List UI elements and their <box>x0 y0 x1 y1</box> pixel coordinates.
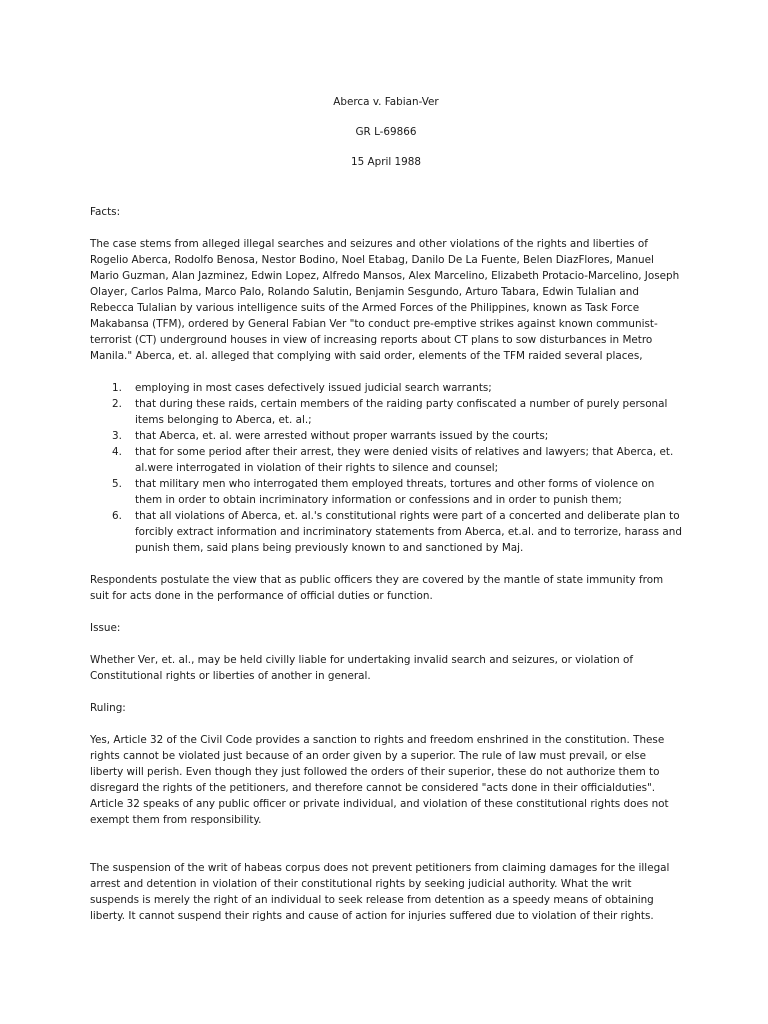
list-item-number: 3. <box>112 430 122 442</box>
facts-heading: Facts: <box>90 206 121 218</box>
ruling-paragraph-1: Yes, Article 32 of the Civil Code provides a sanction to rights and freedom enshrined in the constitution. These rights cannot be violated just because of an order given by a superior. The rule of law must prevail, or else liberty will perish. Even though they just followed the orders of their superior, these do not authorize them to disregard the rights of the petitioners, and therefore cannot be considered "acts done in their officialduties". Article 32 speaks of any public officer or private individual, and violation of these constitutional rights does not exempt them from responsibility. <box>90 734 669 826</box>
issue-heading: Issue: <box>90 622 121 634</box>
issue-paragraph: Whether Ver, et. al., may be held civilly liable for undertaking invalid search and seizures, or violation of Constitutional rights or liberties of another in general. <box>90 654 634 682</box>
list-item-number: 5. <box>112 478 122 490</box>
list-item <box>90 396 682 428</box>
list-item-text: that all violations of Aberca, et. al.'s constitutional rights were part of a concerted and deliberate plan to forcibly extract information and incriminatory statements from Aberca, et.al. and to terrorize, harass and punish them, said plans being previously known to and sanctioned by Maj. <box>135 510 682 554</box>
list-item-text: employing in most cases defectively issued judicial search warrants; <box>135 382 492 394</box>
list-item-number: 6. <box>112 510 122 522</box>
list-item-text: that military men who interrogated them employed threats, tortures and other forms of violence on them in order to obtain incriminatory information or confessions and in order to punish them; <box>135 478 655 506</box>
list-item-text: that Aberca, et. al. were arrested without proper warrants issued by the courts; <box>135 430 549 442</box>
list-item <box>90 508 682 556</box>
list-item <box>90 444 682 476</box>
list-item-text: that during these raids, certain members of the raiding party confiscated a number of purely personal items belonging to Aberca, et. al.; <box>135 398 668 426</box>
case-gr-number: GR L-69866 <box>355 126 417 138</box>
ruling-paragraph-2: The suspension of the writ of habeas corpus does not prevent petitioners from claiming damages for the illegal arrest and detention in violation of their constitutional rights by seeking judicial authority. What the writ suspends is merely the right of an individual to seek release from detention as a speedy means of obtaining liberty. It cannot suspend their rights and cause of action for injuries suffered due to violation of their rights. <box>90 862 670 922</box>
case-date: 15 April 1988 <box>350 156 422 168</box>
list-item-text: that for some period after their arrest, they were denied visits of relatives and lawyers; that Aberca, et. al.were interrogated in violation of their rights to silence and counsel; <box>135 446 674 474</box>
document-page <box>90 94 682 940</box>
respondents-paragraph: Respondents postulate the view that as public officers they are covered by the mantle of state immunity from suit for acts done in the performance of official duties or function. <box>90 574 664 602</box>
ruling-heading: Ruling: <box>90 702 126 714</box>
facts-numbered-list <box>90 380 682 556</box>
list-item-number: 1. <box>112 382 122 394</box>
list-item <box>90 380 682 396</box>
facts-intro-paragraph: The case stems from alleged illegal searches and seizures and other violations of the rights and liberties of Rogelio Aberca, Rodolfo Benosa, Nestor Bodino, Noel Etabag, Danilo De La Fuente, Belen DiazFlores, Manuel Mario Guzman, Alan Jazminez, Edwin Lopez, Alfredo Mansos, Alex Marcelino, Elizabeth Protacio-Marcelino, Joseph Olayer, Carlos Palma, Marco Palo, Rolando Salutin, Benjamin Sesgundo, Arturo Tabara, Edwin Tulalian and Rebecca Tulalian by various intelligence suits of the Armed Forces of the Philippines, known as Task Force Makabansa (TFM), ordered by General Fabian Ver "to conduct pre-emptive strikes against known communist-terrorist (CT) underground houses in view of increasing reports about CT plans to sow disturbances in Metro Manila." Aberca, et. al. alleged that complying with said order, elements of the TFM raided several places, <box>90 238 680 362</box>
list-item-number: 2. <box>112 398 122 410</box>
list-item <box>90 476 682 508</box>
list-item <box>90 428 682 444</box>
list-item-number: 4. <box>112 446 122 458</box>
case-title: Aberca v. Fabian-Ver <box>333 96 439 108</box>
